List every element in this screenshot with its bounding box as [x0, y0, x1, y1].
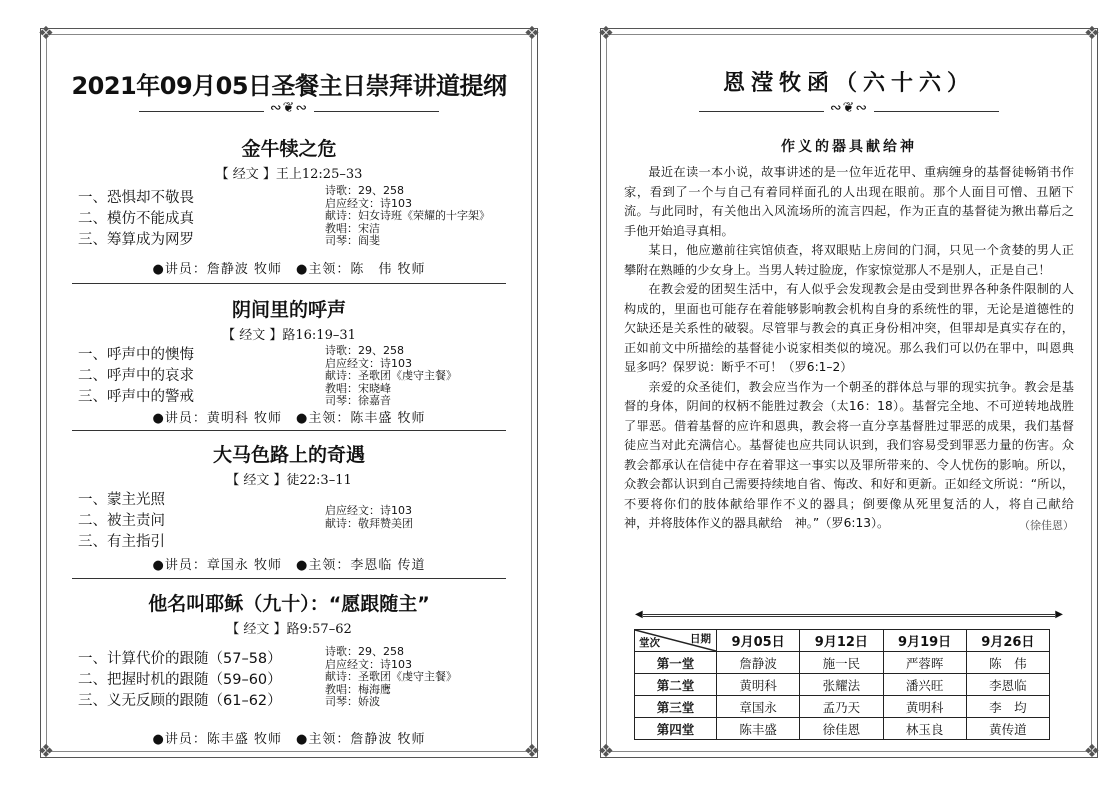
preacher-cell: 林玉良 — [883, 718, 966, 740]
detail-line: 启应经文：诗103 — [325, 196, 412, 210]
section-divider — [72, 430, 506, 431]
detail-line: 司琴：徐嘉音 — [325, 394, 391, 407]
detail-line: 教唱：梅海鹰 — [325, 682, 391, 696]
sermon-point: 三、呼声中的警戒 — [78, 389, 194, 405]
detail-line: 献诗：妇女诗班《荣耀的十字架》 — [325, 209, 490, 222]
article-paragraph: 亲爱的众圣徒们，教会应当作为一个朝圣的群体总与罪的现实抗争。教会是基督的身体，阴间的权柄不能胜过教会（太16：18）。基督完全地、不可逆转地战胜了罪恶。借着基督的应许和恩典，教会将一直分享基督胜过罪恶的成果，我们基督徒应当对此充满信心。基督徒也应共同认识到，我们容易受到罪恶力量的伤害。众教会都承认在信徒中存在着罪这一事实以及罪所带来的、令人忧伤的影响。所以，众教会都认识到自己需要持续地自省、悔改、和好和更新。正如经文所说：“所以，不要将你们的肢体献给罪作不义的器具；倒要像从死里复活的人，将自己献给 神，并将肢体作义的器具献给 神。”（罗6:13）。 — [624, 379, 1087, 530]
right-page — [597, 23, 1101, 762]
service-details — [325, 646, 525, 709]
arrow-right-icon: ▶ — [1055, 609, 1063, 620]
left-page — [37, 23, 541, 762]
table-row — [635, 652, 1050, 674]
detail-line: 诗歌：29、258 — [325, 645, 404, 658]
detail-line: 教唱：宋晓峰 — [325, 381, 391, 395]
sermon-scripture: 【 经文 】路16:19–31 — [222, 328, 356, 343]
sermon-points — [78, 188, 318, 251]
table-row — [635, 674, 1050, 696]
sermon-point: 三、义无反顾的跟随（61–62） — [78, 693, 282, 709]
header-session-label: 堂次 — [639, 637, 660, 649]
pastoral-letter-title: 恩滢牧函（六十六） — [722, 70, 975, 96]
detail-line: 启应经文：诗103 — [325, 356, 412, 370]
sermon-point: 二、把握时机的跟随（59–60） — [78, 672, 282, 688]
sermon-point: 二、被主责问 — [78, 513, 165, 529]
preacher-cell: 陈 伟 — [966, 652, 1049, 674]
header-date-label: 日期 — [690, 633, 711, 645]
date-header: 9月19日 — [883, 630, 966, 652]
detail-line: 献诗：圣歌团《虔守主餐》 — [325, 670, 457, 683]
flourish-icon: ∾❦∾ — [269, 100, 309, 116]
preacher-cell: 张耀法 — [800, 674, 883, 696]
detail-line: 诗歌：29、258 — [325, 344, 404, 357]
title-flourish — [699, 100, 999, 118]
article-paragraph: 在教会爱的团契生活中，有人似乎会发现教会是由受到世界各种条件限制的人构成的，里面也可能存在着能够影响教会机构自身的系统性的罪，无论是道德性的欠缺还是关系性的破裂。尽管罪与教会的真正身份相冲突，但罪却是真实存在的，正如前文中所描绘的基督徒小说家相类似的境况。那么我们可以仍在罪中，叫恩典显多吗？保罗说：断乎不可！（罗6:1–2） — [624, 282, 1074, 374]
table-corner-cell — [635, 630, 717, 652]
preacher-cell: 陈丰盛 — [717, 718, 800, 740]
table-header-row — [635, 630, 1050, 652]
preacher-cell: 章国永 — [717, 696, 800, 718]
corner-ornament-icon: ❖ — [523, 741, 541, 762]
corner-ornament-icon: ❖ — [1083, 23, 1101, 44]
corner-ornament-icon: ❖ — [523, 23, 541, 44]
section-divider — [72, 578, 506, 579]
sermon-scripture: 【 经文 】徒22:3–11 — [226, 473, 352, 488]
preacher-cell: 严蓉晖 — [883, 652, 966, 674]
page-title: 2021年09月05日圣餐主日崇拜讲道提纲 — [71, 72, 507, 100]
preacher-cell: 徐佳恩 — [800, 718, 883, 740]
detail-line: 司琴：阎斐 — [325, 234, 380, 247]
corner-ornament-icon: ❖ — [37, 23, 55, 44]
arrow-left-icon: ◀ — [635, 609, 643, 620]
corner-ornament-icon: ❖ — [597, 23, 615, 44]
session-label: 第三堂 — [635, 696, 717, 718]
sermon-point: 一、恐惧却不敬畏 — [78, 190, 194, 206]
date-header: 9月12日 — [800, 630, 883, 652]
preacher-cell: 李 均 — [966, 696, 1049, 718]
session-label: 第四堂 — [635, 718, 717, 740]
corner-ornament-icon: ❖ — [1083, 741, 1101, 762]
sermon-points — [78, 490, 318, 553]
sermon-title: 他名叫耶稣（九十）：“愿跟随主” — [148, 593, 430, 615]
sermon-points — [78, 345, 318, 408]
preacher-cell: 施一民 — [800, 652, 883, 674]
preacher-cell: 黄明科 — [883, 696, 966, 718]
title-flourish — [139, 100, 439, 118]
sermon-outline — [40, 295, 538, 426]
sermon-staff: ●讲员：章国永 牧师 ●主领：李恩临 传道 — [152, 558, 426, 573]
preacher-cell: 李恩临 — [966, 674, 1049, 696]
sermon-point: 三、筹算成为网罗 — [78, 232, 194, 248]
session-label: 第二堂 — [635, 674, 717, 696]
detail-line: 献诗：敬拜赞美团 — [325, 516, 413, 530]
preacher-cell: 孟乃天 — [800, 696, 883, 718]
detail-line: 诗歌：29、258 — [325, 184, 404, 197]
detail-line: 启应经文：诗103 — [325, 504, 412, 517]
table-row — [635, 696, 1050, 718]
sermon-point: 一、蒙主光照 — [78, 492, 165, 508]
sermon-title: 大马色路上的奇遇 — [212, 444, 365, 466]
section-divider — [72, 283, 506, 284]
detail-line: 司琴：娇波 — [325, 695, 380, 708]
article-paragraph: 最近在读一本小说，故事讲述的是一位年近花甲、重病缠身的基督徒畅销书作家，看到了一个与自己有着同样面孔的人出现在眼前。那个人面目可憎、丑陋下流。与此同时，有关他出入风流场所的流言四起，作为正直的基督徒为揪出幕后之手他开始追寻真相。 — [624, 165, 1074, 238]
service-details — [325, 185, 525, 248]
sermon-outline — [40, 589, 538, 747]
service-details — [325, 345, 525, 408]
session-label: 第一堂 — [635, 652, 717, 674]
detail-line: 教唱：宋洁 — [325, 221, 380, 235]
sermon-outline — [40, 134, 538, 277]
sermon-scripture: 【 经文 】王上12:25–33 — [215, 167, 363, 182]
service-details — [325, 505, 525, 530]
arrow-divider — [635, 609, 1063, 620]
detail-line: 启应经文：诗103 — [325, 657, 412, 671]
sermon-staff: ●讲员：黄明科 牧师 ●主领：陈丰盛 牧师 — [152, 411, 426, 426]
preacher-cell: 黄传道 — [966, 718, 1049, 740]
article-paragraph: 某日，他应邀前往宾馆侦查，将双眼贴上房间的门洞，只见一个贪婪的男人正攀附在熟睡的少女身上。当男人转过脸庞，作家惊觉那人不是别人，正是自己！ — [624, 243, 1074, 277]
preaching-schedule-table — [634, 629, 1050, 740]
corner-ornament-icon: ❖ — [37, 741, 55, 762]
table-row — [635, 718, 1050, 740]
sermon-point: 二、呼声中的哀求 — [78, 368, 194, 384]
sermon-title: 金牛犊之危 — [241, 138, 337, 160]
sermon-point: 一、呼声中的懊悔 — [78, 347, 194, 363]
sermon-point: 二、模仿不能成真 — [78, 211, 194, 227]
date-header: 9月26日 — [966, 630, 1049, 652]
sermon-point: 一、计算代价的跟随（57–58） — [78, 651, 282, 667]
preacher-cell: 潘兴旺 — [883, 674, 966, 696]
article-body — [624, 163, 1087, 534]
preacher-cell: 詹静波 — [717, 652, 800, 674]
preacher-cell: 黄明科 — [717, 674, 800, 696]
date-header: 9月05日 — [717, 630, 800, 652]
detail-line: 献诗：圣歌团《虔守主餐》 — [325, 369, 457, 382]
sermon-staff: ●讲员：詹静波 牧师 ●主领：陈 伟 牧师 — [152, 262, 426, 277]
sermon-staff: ●讲员：陈丰盛 牧师 ●主领：詹静波 牧师 — [152, 732, 426, 747]
article-author: （徐佳恩） — [1019, 519, 1074, 532]
sermon-point: 三、有主指引 — [78, 534, 165, 550]
article-title: 作义的器具献给神 — [781, 139, 917, 155]
sermon-scripture: 【 经文 】路9:57–62 — [226, 622, 352, 637]
corner-ornament-icon: ❖ — [597, 741, 615, 762]
sermon-title: 阴间里的呼声 — [231, 299, 346, 321]
sermon-outline — [40, 440, 538, 573]
flourish-icon: ∾❦∾ — [829, 100, 869, 116]
sermon-points — [78, 649, 318, 712]
